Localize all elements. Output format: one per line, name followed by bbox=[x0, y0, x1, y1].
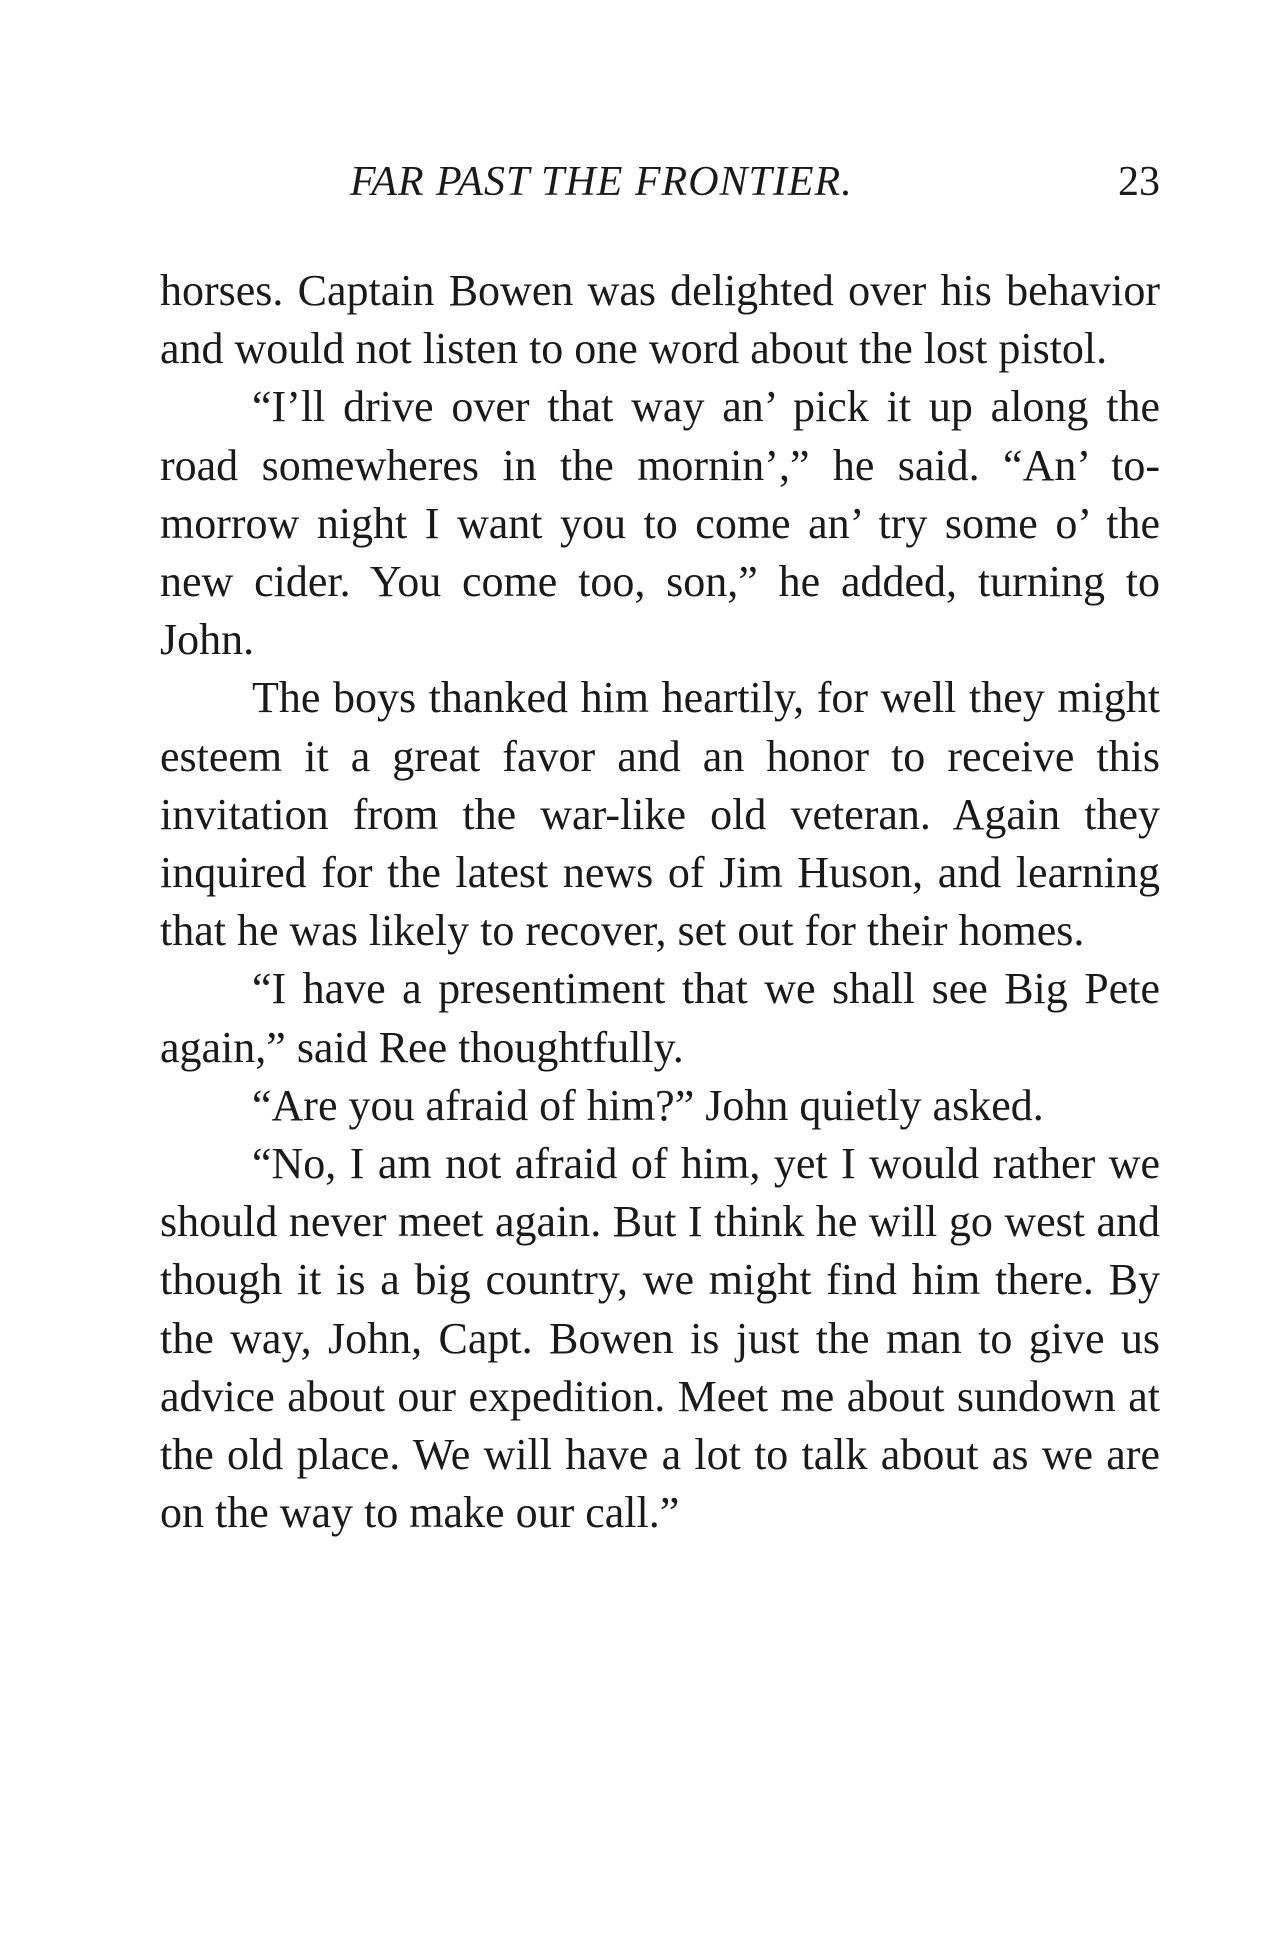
paragraph: “I have a presentiment that we shall see Big Pete again,” said Ree thoughtfully. bbox=[160, 964, 1160, 1072]
page-number: 23 bbox=[1118, 159, 1160, 205]
running-title: FAR PAST THE FRONTIER. bbox=[350, 159, 853, 205]
paragraph: “Are you afraid of him?” John quietly asked. bbox=[252, 1080, 1044, 1130]
paragraph: The boys thanked him heartily, for well they might esteem it a great favor and an honor to receive this invitation from the war-like old veteran. Again they inquired for the latest news of Jim Huson, and learning that he was likely to recover, set out for their homes. bbox=[160, 673, 1160, 956]
running-head bbox=[160, 158, 1160, 218]
paragraph: horses. Captain Bowen was delighted over his behavior and would not listen to one word about the lost pistol. bbox=[160, 266, 1160, 374]
paragraph: “No, I am not afraid of him, yet I would rather we should never meet again. But I think he will go west and though it is a big country, we might find him there. By the way, John, Capt. Bowen is just the man to give us advice about our expedition. Meet me about sundown at the old place. We will have a lot to talk about as we are on the way to make our call.” bbox=[160, 1139, 1160, 1538]
body-text bbox=[160, 262, 1160, 1542]
paragraph: “I’ll drive over that way an’ pick it up along the road somewheres in the mornin’,” he said. “An’ to-morrow night I want you to come an’ try some o’ the new cider. You come too, son,” he added, turning to John. bbox=[160, 382, 1160, 665]
